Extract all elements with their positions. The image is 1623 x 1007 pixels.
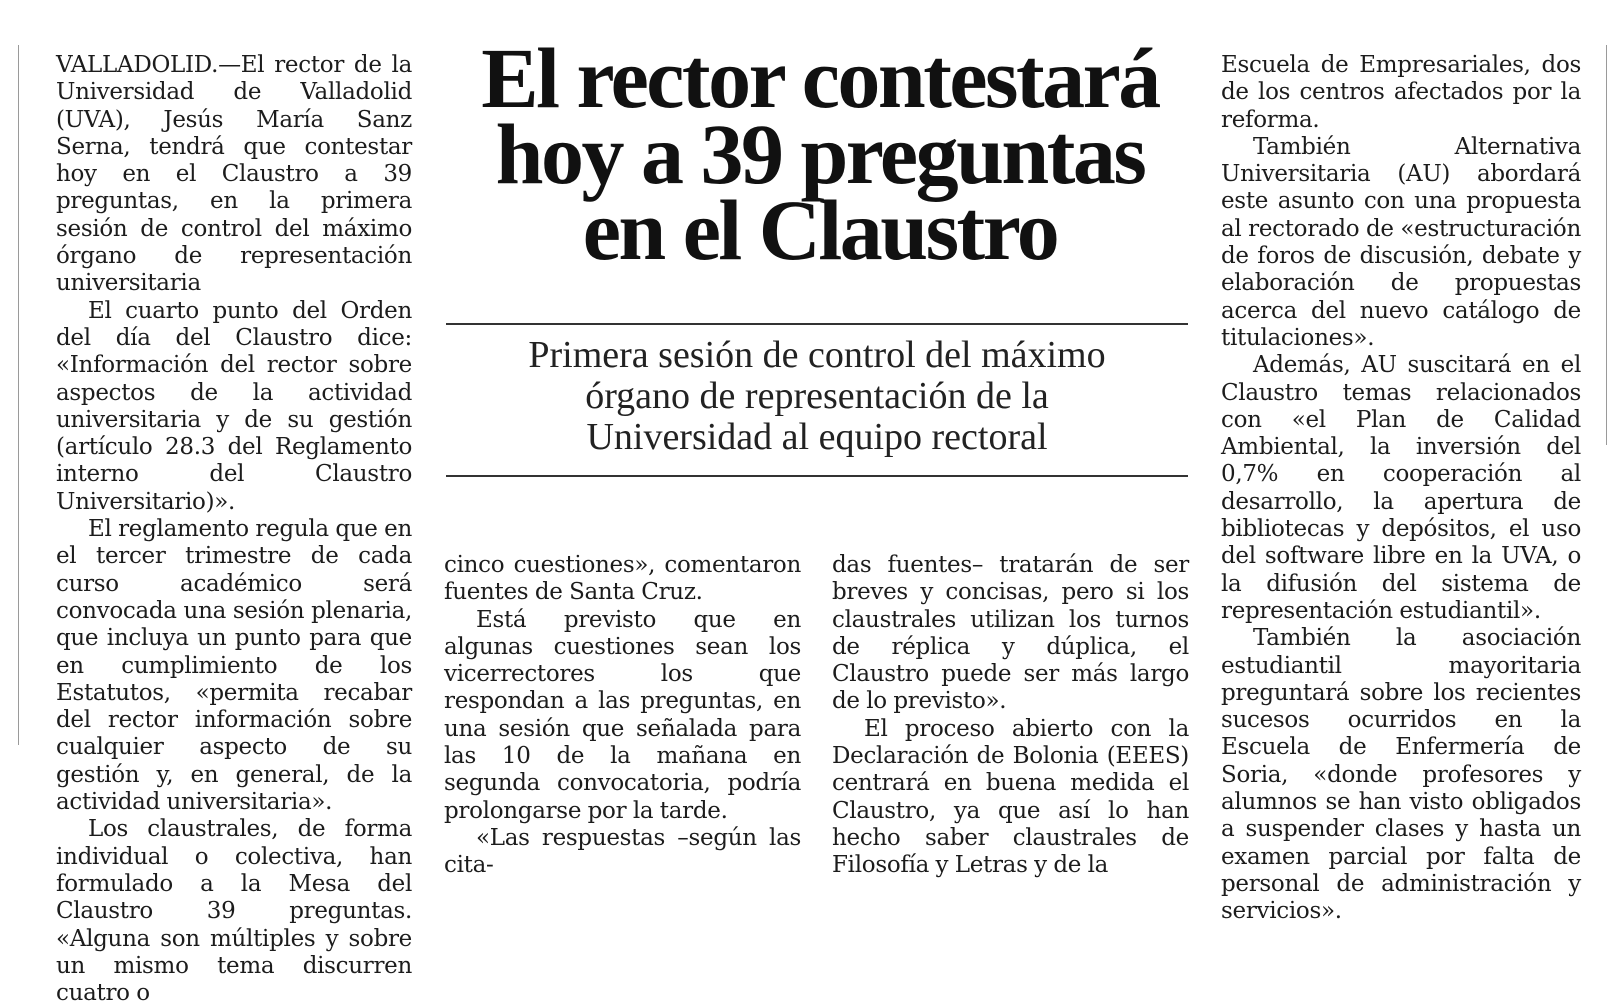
subheadline (446, 335, 1188, 458)
article-column-1 (56, 52, 412, 1007)
divider-rule (446, 323, 1188, 325)
headline-line: hoy a 39 preguntas (495, 106, 1145, 202)
divider-rule (446, 475, 1188, 477)
paragraph: El proceso abierto con la Declaración de Bolonia (EEES) centrará en buena medida el Claustro, ya que así lo han hecho saber claustrales de Filosofía y Letras y de la (832, 715, 1189, 879)
article-column-2 (444, 552, 801, 880)
scan-edge-left (18, 45, 19, 745)
paragraph: El cuarto punto del Orden del día del Claustro dice: «Información del rector sobre aspectos de la actividad universitaria y de su gestión (artículo 28.3 del Reglamento interno del Claustro Universitario)». (56, 297, 412, 515)
paragraph: El reglamento regula que en el tercer trimestre de cada curso académico será convocada una sesión plenaria, que incluya un punto para que en cumplimiento de los Estatutos, «permita recabar del rector información sobre cualquier aspecto de su gestión y, en general, de la actividad universitaria». (56, 516, 412, 816)
paragraph: Los claustrales, de forma individual o colectiva, han formulado a la Mesa del Claustro 39 preguntas. «Alguna son múltiples y sobre un mismo tema discurren cuatro o (56, 816, 412, 1007)
paragraph: cinco cuestiones», comentaron fuentes de Santa Cruz. (444, 552, 801, 606)
subhead-line: órgano de representación de la (585, 375, 1049, 417)
paragraph: Además, AU suscitará en el Claustro temas relacionados con «el Plan de Calidad Ambiental, la inversión del 0,7% en cooperación al desarrollo, la apertura de bibliotecas y depósitos, el uso del software libre en la UVA, o la difusión del sistema de representación estudiantil». (1221, 352, 1581, 624)
headline-line: en el Claustro (582, 182, 1058, 278)
paragraph: Está previsto que en algunas cuestiones sean los vicerrectores los que respondan a las preguntas, en una sesión que señalada para las 10 de la mañana en segunda convocatoria, podría prolongarse por la tarde. (444, 606, 801, 824)
article-column-4 (1221, 52, 1581, 926)
headline (440, 30, 1200, 278)
headline-line: El rector contestará (481, 30, 1159, 126)
paragraph: También Alternativa Universitaria (AU) abordará este asunto con una propuesta al rectorado de «estructuración de foros de discusión, debate y elaboración de propuestas acerca del nuevo catálogo de titulaciones». (1221, 133, 1581, 351)
paragraph: VALLADOLID.—El rector de la Universidad de Valladolid (UVA), Jesús María Sanz Serna, tendrá que contestar hoy en el Claustro a 39 preguntas, en la primera sesión de control del máximo órgano de representación universitaria (56, 52, 412, 297)
scan-edge-right (1606, 45, 1607, 445)
paragraph: das fuentes– tratarán de ser breves y concisas, pero si los claustrales utilizan los turnos de réplica y dúplica, el Claustro puede ser más largo de lo previsto». (832, 552, 1189, 715)
subhead-line: Primera sesión de control del máximo (528, 334, 1106, 376)
paragraph: Escuela de Empresariales, dos de los centros afectados por la reforma. (1221, 52, 1581, 133)
article-column-3 (832, 552, 1189, 880)
subhead-line: Universidad al equipo rectoral (586, 416, 1048, 458)
paragraph: También la asociación estudiantil mayoritaria preguntará sobre los recientes sucesos ocurridos en la Escuela de Enfermería de Soria, «donde profesores y alumnos se han visto obligados a suspender clases y hasta un examen parcial por falta de personal de administración y servicios». (1221, 625, 1581, 925)
paragraph: «Las respuestas –según las cita- (444, 824, 801, 879)
